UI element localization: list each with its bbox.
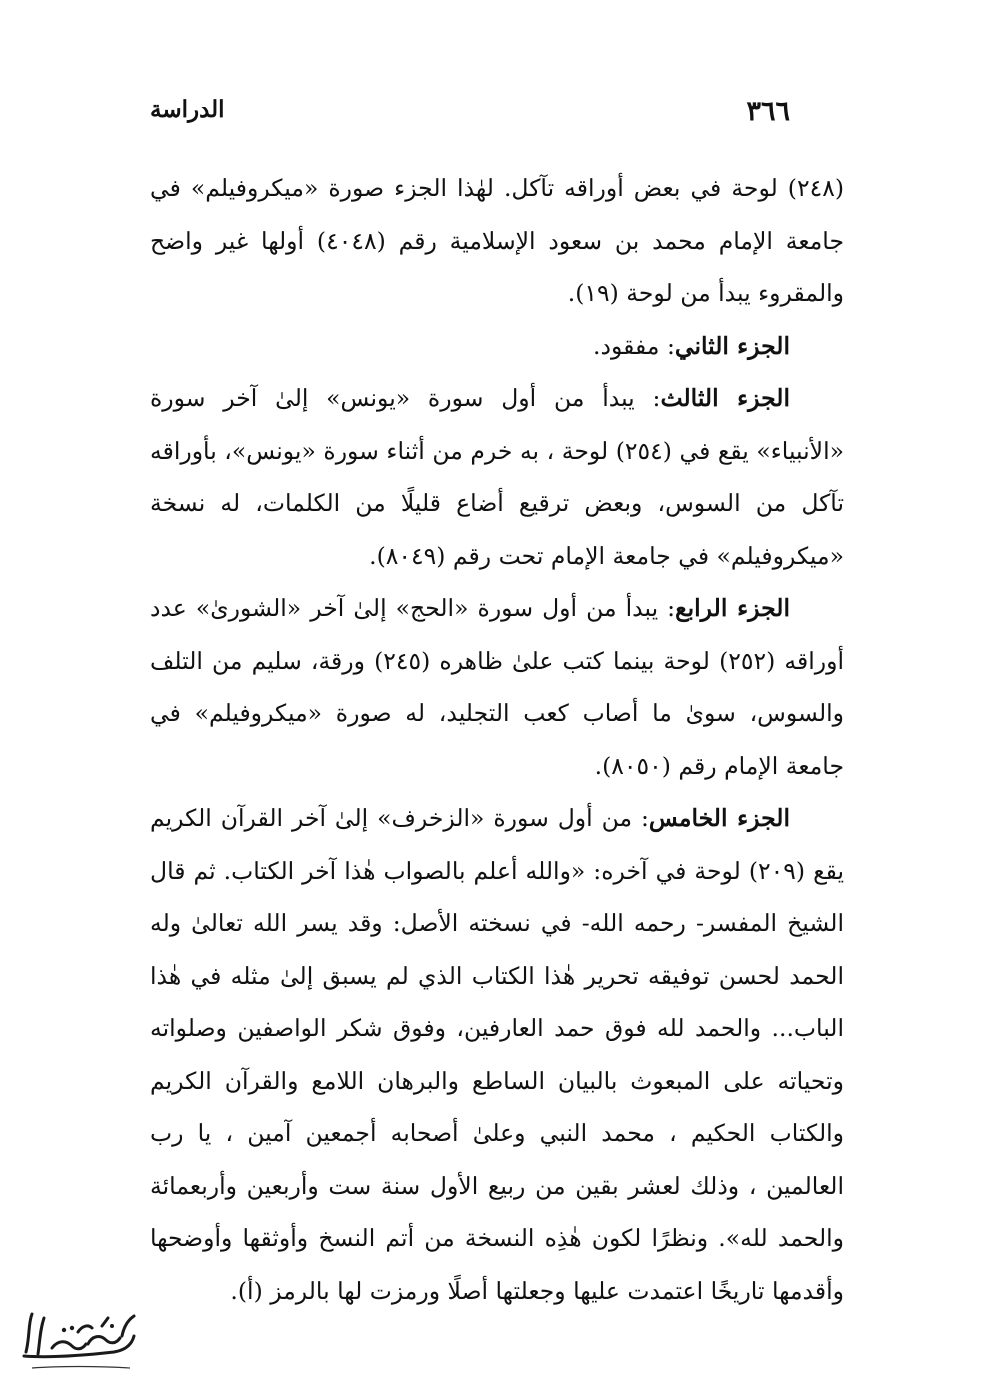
paragraph-lead: الجزء الخامس [648, 804, 790, 832]
paragraph-text: : يبدأ من أول سورة «يونس» إلىٰ آخر سورة «الأنبياء» يقع في (٢٥٤) لوحة ، به خرم من أثناء سورة «يونس»، بأوراقه تآكل من السوس، وبعض ترقيع أضاع قليلًا من الكلمات، له نسخة «ميكروفيلم» في جامعة الإمام تحت رقم (٨٠٤٩). [150, 384, 844, 570]
paragraph-text: (٢٤٨) لوحة في بعض أوراقه تآكل. لهٰذا الجزء صورة «ميكروفيلم» في جامعة الإمام محمد بن سعود الإسلامية رقم (٤٠٤٨) أولها غير واضح والمقروء يبدأ من لوحة (١٩). [150, 174, 844, 307]
paragraph-text: : يبدأ من أول سورة «الحج» إلىٰ آخر «الشورىٰ» عدد أوراقه (٢٥٢) لوحة بينما كتب علىٰ ظاهره (٢٤٥) ورقة، سليم من التلف والسوس، سوىٰ ما أصاب كعب التجليد، له صورة «ميكروفيلم» في جامعة الإمام رقم (٨٠٥٠). [150, 594, 844, 780]
paragraph-part-three [150, 372, 844, 582]
paragraph-part-two [150, 320, 844, 373]
page-header [150, 92, 800, 132]
paragraph-lead: الجزء الرابع [675, 594, 790, 622]
paragraph-lead: الجزء الثالث [660, 384, 790, 412]
calligraphy-logo-icon [18, 1296, 140, 1376]
paragraph-text: : من أول سورة «الزخرف» إلىٰ آخر القرآن الكريم يقع (٢٠٩) لوحة في آخره: «والله أعلم بالصواب هٰذا آخر الكتاب. ثم قال الشيخ المفسر- رحمه الله- في نسخته الأصل: وقد يسر الله تعالىٰ وله الحمد لحسن توفيقه تحرير هٰذا الكتاب الذي لم يسبق إلىٰ مثله في هٰذا الباب... والحمد لله فوق حمد العارفين، وفوق شكر الواصفين وصلواته وتحياته على المبعوث بالبيان الساطع والبرهان اللامع والقرآن الكريم والكتاب الحكيم ، محمد النبي وعلىٰ أصحابه أجمعين آمين ، يا رب العالمين ، وذلك لعشر بقين من ربيع الأول سنة ست وأربعين وأربعمائة والحمد لله». ونظرًا لكون هٰذِه النسخة من أتم النسخ وأوثقها وأوضحها وأقدمها تاريخًا اعتمدت عليها وجعلتها أصلًا ورمزت لها بالرمز (أ). [150, 804, 845, 1305]
body-text [150, 162, 844, 1317]
paragraph-lead: الجزء الثاني [674, 331, 790, 360]
paragraph-text: : مفقود. [593, 331, 675, 360]
running-title: الدراسة [150, 96, 225, 123]
paragraph-part-five [150, 792, 844, 1317]
paragraph-part-four [150, 582, 844, 792]
paragraph-continuation [150, 162, 844, 320]
page-number: ٣٦٦ [746, 96, 790, 127]
